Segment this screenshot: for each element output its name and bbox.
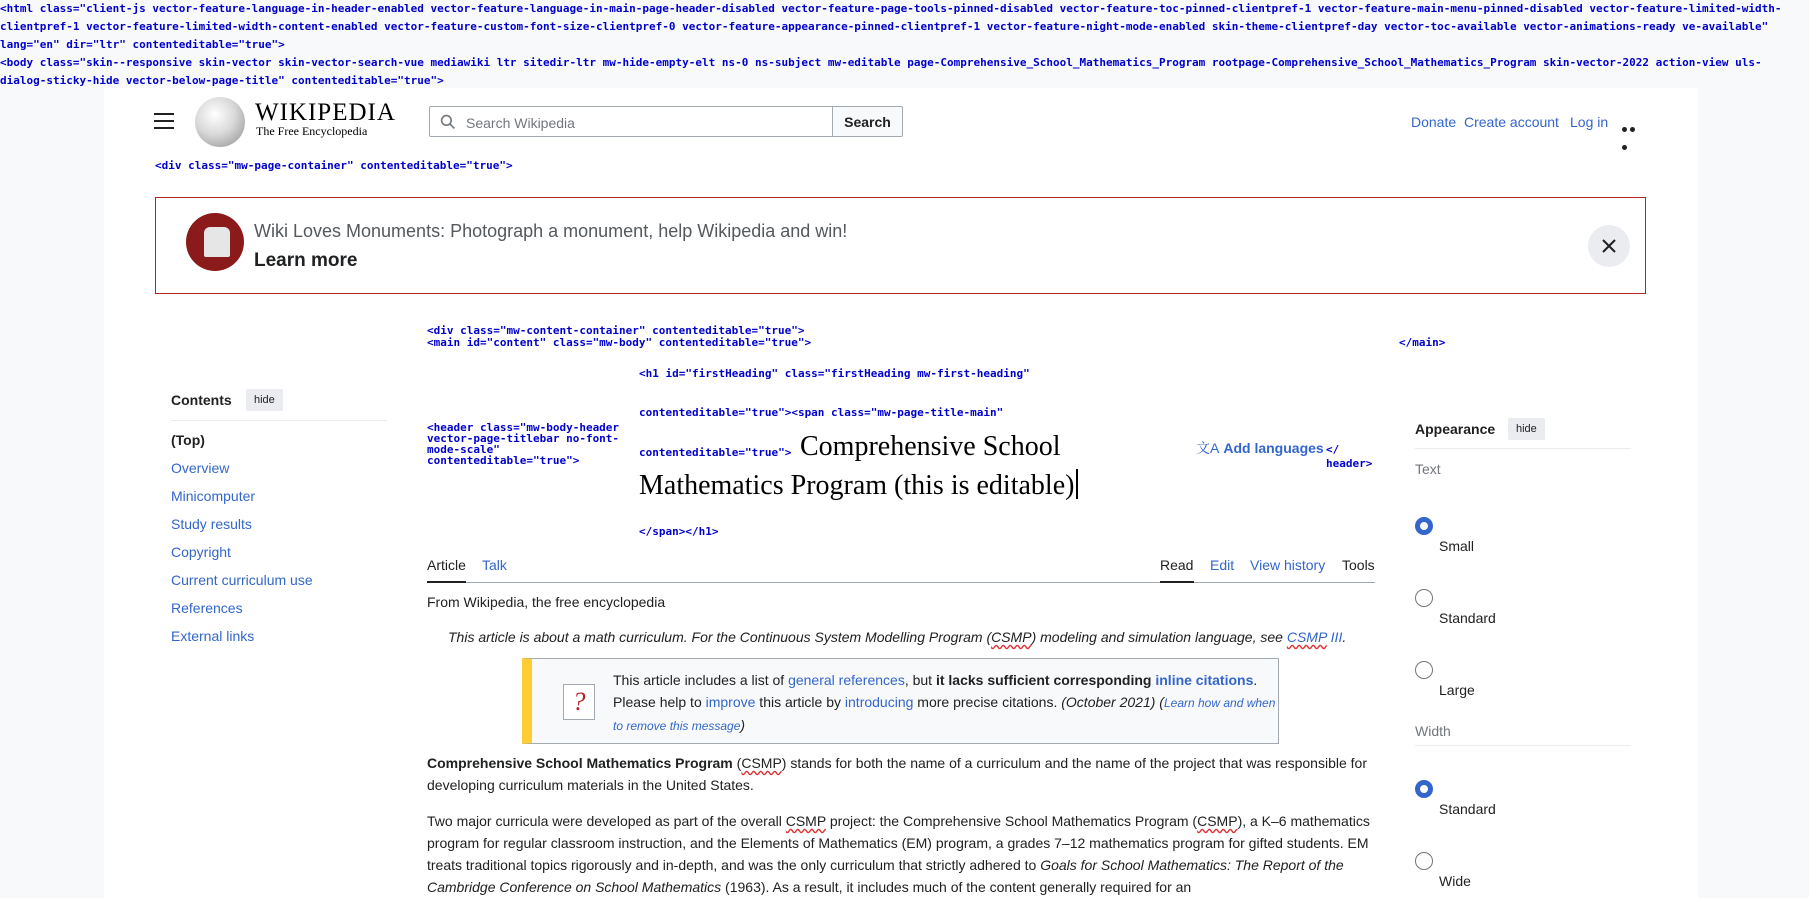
p2-b: project: the Comprehensive School Mathematics Program ( [825, 813, 1198, 829]
text-size-standard-label[interactable]: Standard [1439, 610, 1496, 626]
text-caret [1076, 469, 1078, 499]
paragraph-2 [427, 810, 1372, 898]
main-close-tag: </main> [1399, 336, 1446, 349]
toc-item-study-results[interactable]: Study results [171, 516, 252, 532]
wiki-loves-monuments-logo [186, 213, 244, 271]
hatnote-text-2: ) modeling and simulation language, see [1031, 629, 1287, 645]
text-size-standard-radio[interactable] [1415, 589, 1433, 607]
from-wikipedia: From Wikipedia, the free encyclopedia [427, 594, 666, 610]
ambox-t1: This article includes a list of [613, 672, 789, 688]
header-open-4: contenteditable="true"> [427, 454, 580, 467]
html-tag-markup [0, 0, 1800, 90]
ambox-t2: , but [904, 672, 936, 688]
language-icon: 文A [1196, 440, 1220, 456]
p2-csmp-2: CSMP [1197, 813, 1238, 829]
body-open-tag: <body class="skin--responsive skin-vector skin-vector-search-vue mediawiki ltr sitedir-ltr mw-hide-empty-elt ns-0 ns-subject mw-editable page-Comprehensive_School_Mathematics_Program rootpage-Comprehensive_School_Mathematics_Program skin-vector-2022 action-view uls-dialog-sticky-hide vector-below-page-title" contenteditable="true"> [0, 56, 1762, 87]
hatnote [448, 629, 1346, 645]
wordmark-title[interactable]: WIKIPEDIA [255, 99, 396, 126]
tab-read-underline [1160, 581, 1194, 583]
p1-bold: Comprehensive School Mathematics Program [427, 755, 733, 771]
tab-tools[interactable]: Tools [1342, 557, 1375, 573]
campaign-banner [155, 197, 1646, 294]
p1-b: ) stands for both the name of a curriculum and the name of the project that was responsible for developing curriculum materials in the United States. [427, 755, 1367, 793]
text-size-large-label[interactable]: Large [1439, 682, 1475, 698]
toc-title: Contents [171, 392, 232, 408]
appearance-title: Appearance [1415, 421, 1496, 437]
toc-item-references[interactable]: References [171, 600, 243, 616]
h1-close-markup: </span></h1> [639, 525, 719, 538]
main-open-tag: <main id="content" class="mw-body" contenteditable="true"> [427, 336, 812, 349]
improve-link[interactable]: improve [705, 694, 756, 710]
general-references-link[interactable]: general references [788, 672, 905, 688]
content-container-markup [427, 322, 811, 358]
tab-view-history[interactable]: View history [1250, 557, 1326, 573]
page-title-line-1[interactable]: Comprehensive School [800, 431, 1061, 462]
appearance-divider [1415, 448, 1631, 449]
text-size-small-label[interactable]: Small [1439, 538, 1475, 554]
search-button[interactable]: Search [832, 106, 903, 137]
log-in-link[interactable]: Log in [1570, 114, 1609, 130]
width-wide-radio[interactable] [1415, 852, 1433, 870]
header-open-2: vector-page-titlebar no-font- [427, 432, 620, 445]
page-title-line-2-text: Mathematics Program (this is editable) [639, 470, 1075, 501]
h1-open-markup-2: contenteditable="true"><span class="mw-page-title-main" [639, 406, 1004, 419]
ambox-date: (October 2021) [1061, 694, 1156, 710]
close-icon [1601, 238, 1617, 254]
width-wide-label[interactable]: Wide [1439, 873, 1471, 889]
toc-item-minicomputer[interactable]: Minicomputer [171, 488, 256, 504]
header-close-2: header> [1326, 457, 1373, 470]
header-close-markup [1326, 443, 1372, 471]
banner-text[interactable]: Wiki Loves Monuments: Photograph a monument, help Wikipedia and win! [254, 221, 848, 241]
introducing-link[interactable]: introducing [844, 694, 914, 710]
p2-italic: Goals for School Mathematics: The Report of the Cambridge Conference on School Mathematics [427, 857, 1344, 895]
h1-open-markup-3: contenteditable="true"> [639, 446, 792, 459]
question-book-icon: ? [563, 684, 595, 720]
banner-close-button[interactable] [1588, 225, 1630, 267]
toc-item-current-curriculum-use[interactable]: Current curriculum use [171, 572, 313, 588]
width-standard-radio[interactable] [1415, 780, 1433, 798]
p1-csmp: CSMP [741, 755, 782, 771]
hatnote-csmp: CSMP [991, 629, 1032, 645]
width-divider [1415, 745, 1631, 746]
ambox-t7: ( [1155, 694, 1164, 710]
ambox-t4: Please help to [613, 694, 706, 710]
page-title-line-2[interactable] [639, 466, 1078, 505]
toc-hide-button[interactable]: hide [246, 389, 283, 411]
width-label: Width [1415, 723, 1451, 739]
hatnote-end: . [1342, 629, 1347, 645]
header-open-1: <header class="mw-body-header [427, 421, 620, 434]
ambox-bold: it lacks sufficient corresponding [935, 672, 1156, 688]
html-open-tag: <html class="client-js vector-feature-language-in-header-enabled vector-feature-language-in-main-page-header-disabled vector-feature-page-tools-pinned-disabled vector-feature-toc-pinned-clientpref-1 vector-feature-main-menu-pinned-disabled vector-feature-limited-width-clientpref-1 vector-feature-limited-width-content-enabled vector-feature-custom-font-size-clientpref-0 vector-feature-appearance-pinned-clientpref-1 vector-feature-night-mode-enabled skin-theme-clientpref-day vector-toc-available vector-animations-ready ve-available" lang="en" dir="ltr" contenteditable="true"> [0, 2, 1782, 51]
tab-article[interactable]: Article [427, 557, 466, 573]
wordmark-tagline: The Free Encyclopedia [256, 124, 368, 138]
more-options-icon[interactable] [1622, 119, 1644, 125]
ambox-t3: . [1253, 672, 1258, 688]
p2-csmp-1: CSMP [785, 813, 826, 829]
toc-item-top[interactable]: (Top) [171, 432, 205, 448]
citation-notice-text [613, 669, 1283, 737]
inline-citations-link[interactable]: inline citations [1155, 672, 1254, 688]
remove-message-link[interactable]: Learn how and when to remove this message [613, 696, 1276, 733]
tab-read[interactable]: Read [1160, 557, 1194, 573]
text-size-large-radio[interactable] [1415, 661, 1433, 679]
paragraph-1 [427, 752, 1372, 796]
banner-learn-more[interactable]: Learn more [254, 250, 358, 271]
ambox-t6: more precise citations. [913, 694, 1062, 710]
tabs-divider [427, 582, 1375, 583]
citation-notice-box [522, 658, 1279, 744]
header-open-markup [427, 422, 619, 466]
text-size-small-radio[interactable] [1415, 517, 1433, 535]
add-languages-button[interactable] [1196, 438, 1324, 458]
tab-talk[interactable]: Talk [482, 557, 507, 573]
create-account-link[interactable]: Create account [1464, 114, 1559, 130]
p2-d: (1963). As a result, it includes much of the content generally required for an [721, 879, 1192, 895]
main-menu-icon[interactable] [154, 113, 174, 129]
appearance-hide-button[interactable]: hide [1508, 418, 1545, 440]
tab-edit[interactable]: Edit [1210, 557, 1235, 573]
donate-link[interactable]: Donate [1411, 114, 1457, 130]
header-open-3: mode-scale" [427, 443, 500, 456]
add-languages-label: Add languages [1223, 440, 1324, 456]
toc-item-copyright[interactable]: Copyright [171, 544, 231, 560]
wikipedia-globe-logo[interactable] [195, 97, 245, 147]
page-container-markup: <div class="mw-page-container" contenteditable="true"> [155, 159, 513, 172]
toc-divider [171, 420, 387, 421]
hatnote-link-csmp[interactable]: CSMP [1286, 629, 1327, 645]
ambox-t5: this article by [755, 694, 845, 710]
p2-a: Two major curricula were developed as part of the overall [427, 813, 786, 829]
hatnote-text-1: This article is about a math curriculum. For the Continuous System Modelling Program ( [448, 629, 992, 645]
h1-open-markup-1: <h1 id="firstHeading" class="firstHeading mw-first-heading" [639, 367, 1030, 380]
header-close-1: </ [1326, 443, 1340, 456]
p1-a: ( [732, 755, 742, 771]
search-icon [440, 114, 456, 130]
search-input[interactable] [464, 107, 858, 138]
p2-c: ), a K–6 mathematics program for regular classroom instruction, and the Elements of Mathematics (EM) program, a grades 7–12 mathematics program for gifted students. EM treats traditional topics rigorously and in-depth, and was the only curriculum that strictly adhered to [427, 813, 1370, 873]
hatnote-link-iii[interactable]: III [1326, 629, 1343, 645]
text-size-label: Text [1415, 461, 1441, 477]
content-container-tag: <div class="mw-content-container" contenteditable="true"> [427, 324, 805, 337]
width-standard-label[interactable]: Standard [1439, 801, 1496, 817]
tab-article-underline [427, 581, 466, 583]
toc-item-overview[interactable]: Overview [171, 460, 230, 476]
ambox-t8: ) [740, 717, 746, 733]
toc-item-external-links[interactable]: External links [171, 628, 255, 644]
